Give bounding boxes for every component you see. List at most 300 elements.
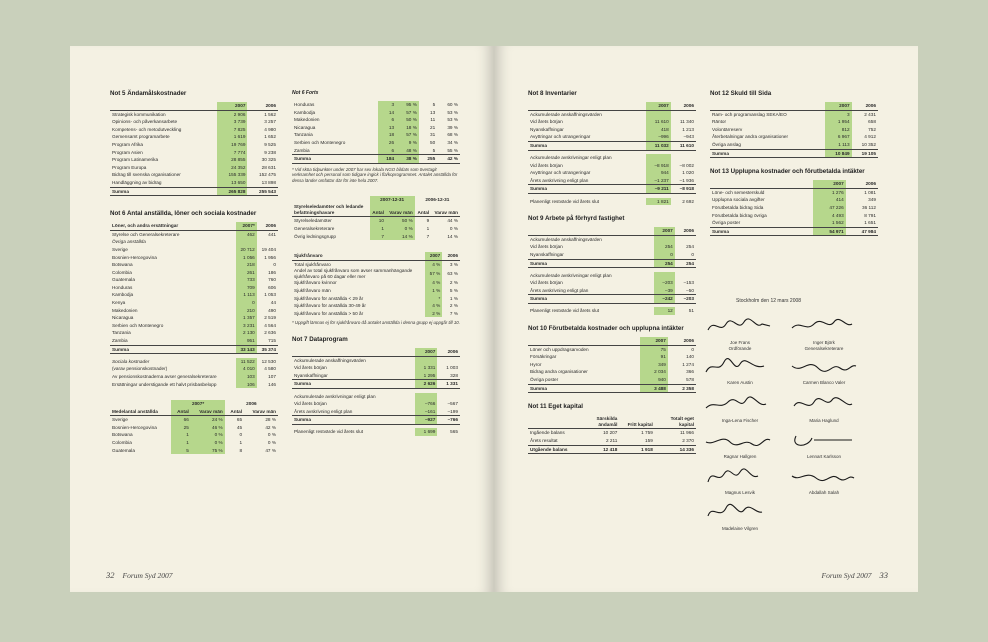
table-cell: Vid årets början: [530, 244, 563, 250]
table-cell: 1 956: [264, 254, 276, 260]
table-cell: 606: [268, 284, 276, 290]
table-cell: Upplupna sociala avgifter: [712, 197, 765, 203]
table-cell: 186: [268, 269, 276, 275]
table-row: [528, 243, 696, 251]
table-cell: 578: [686, 377, 694, 383]
table-cell: Serbien och Montenegro: [112, 322, 164, 328]
table-cell: Ackumulerade avskrivningar enligt plan: [530, 272, 612, 278]
note-9-table: [528, 227, 696, 315]
table-row: [110, 431, 278, 439]
table-cell: 265 828: [217, 187, 248, 196]
table-cell: Sjukfrånvaro för anställda < 29 år: [294, 295, 364, 301]
table-cell: 3: [378, 101, 396, 109]
table-cell: 24 %: [191, 416, 225, 424]
table-row: [110, 269, 278, 277]
table-cell: 42 %: [265, 424, 276, 430]
table-cell: –927: [415, 416, 438, 425]
table-cell: Förutbetalda bidrag övriga: [712, 212, 767, 218]
table-row: [528, 133, 696, 141]
table-cell: 91: [640, 353, 668, 361]
table-cell: 13: [378, 124, 396, 132]
table-row: [528, 162, 696, 170]
table-cell: 1 759: [641, 430, 653, 436]
table-cell: 658: [868, 119, 876, 125]
table-cell: 0: [691, 346, 694, 352]
table-header-row: [292, 348, 460, 356]
column-header: Varav män: [431, 203, 460, 217]
column-header: [110, 102, 217, 110]
table-cell: 1 %: [449, 295, 458, 301]
table-cell: 1 %: [425, 287, 443, 295]
table-cell: 5 %: [449, 288, 458, 294]
table-row: [528, 110, 696, 118]
table-cell: 26: [378, 139, 396, 147]
signatory-name: Inger Björk: [813, 340, 835, 345]
column-header: 2006: [437, 348, 460, 356]
note-11: [528, 403, 696, 454]
table-cell: 50 %: [396, 116, 419, 124]
table-cell: Handläggning av bidrag: [112, 179, 162, 185]
column-header: Varav män: [244, 408, 278, 416]
table-row: [710, 126, 878, 134]
table-cell: 0: [236, 299, 257, 307]
table-cell: Vid årets början: [294, 365, 327, 371]
table-header-row: [528, 102, 696, 110]
sum-row: [528, 295, 696, 304]
table-cell: 4 580: [264, 366, 276, 372]
table-header-row: [110, 400, 278, 408]
table-row: [292, 109, 460, 117]
table-cell: 1 562: [264, 111, 276, 117]
table-cell: [437, 356, 460, 364]
table-cell: [646, 110, 671, 118]
signature: [784, 356, 864, 386]
signature: [700, 316, 780, 351]
table-cell: 3 739: [217, 118, 248, 126]
sum-row: [710, 149, 878, 158]
table-row: [110, 141, 278, 149]
sum-row: [528, 384, 696, 393]
note-10-table: [528, 337, 696, 393]
table-cell: Bosnien-Hercegovina: [112, 424, 157, 430]
table-cell: 2 519: [264, 315, 276, 321]
table-row: [110, 126, 278, 134]
table-cell: 1: [239, 440, 243, 446]
table-cell: 1: [171, 431, 190, 439]
table-cell: 0: [691, 251, 694, 257]
table-cell: 9: [426, 218, 430, 224]
table-cell: 63 %: [447, 271, 458, 277]
table-cell: Kambodja: [294, 109, 316, 115]
table-cell: 0 %: [267, 432, 276, 438]
table-row: [528, 251, 696, 259]
table-cell: 103: [236, 373, 257, 381]
table-cell: 1 053: [264, 292, 276, 298]
table-row: [110, 261, 278, 269]
table-cell: Nyanskaffningar: [530, 126, 564, 132]
table-cell: 218: [236, 261, 257, 269]
page-number: 32: [106, 570, 115, 580]
table-cell: 25: [171, 424, 190, 432]
table-cell: 36 112: [862, 204, 876, 210]
table-cell: [236, 238, 257, 246]
table-row: [110, 110, 278, 118]
table-cell: 1 331: [415, 364, 438, 372]
table-cell: 2 431: [864, 111, 876, 117]
table-row: [528, 118, 696, 126]
table-cell: 11 340: [680, 119, 694, 125]
table-cell: 54 971: [813, 227, 845, 236]
note-6: [110, 210, 278, 388]
note-5-table: [110, 102, 278, 196]
table-cell: –8 918: [646, 162, 671, 170]
table-cell: 565: [450, 429, 458, 435]
table-cell: Årets avskrivning enligt plan: [530, 177, 589, 183]
table-row: [528, 429, 696, 437]
table-cell: 2 %: [449, 280, 458, 286]
table-cell: 24 352: [217, 164, 248, 172]
signatory-role: Ordförande: [728, 345, 752, 351]
table-cell: 254: [675, 259, 696, 268]
table-cell: Summa: [292, 380, 415, 389]
column-header: 2007: [825, 102, 851, 110]
table-cell: 812: [825, 126, 851, 134]
table-cell: Ingående balans: [530, 430, 565, 436]
left-column-1: [110, 90, 278, 464]
table-row: [528, 345, 696, 353]
table-cell: Löne- och semesterskuld: [712, 189, 765, 195]
column-header: [710, 102, 825, 110]
table-row: [292, 356, 460, 364]
signature: [700, 430, 780, 460]
note-10: [528, 325, 696, 393]
table-cell: Opinions- och påverkansarbete: [112, 119, 178, 125]
table-cell: 9 %: [396, 139, 419, 147]
table-cell: 146: [268, 381, 276, 387]
table-cell: Bidrag till svenska organisationer: [112, 172, 181, 178]
table-cell: Återbetalningar andra organisationer: [712, 134, 789, 140]
table-cell: Utgående balans: [528, 445, 578, 454]
table-cell: 20 712: [236, 246, 257, 254]
table-cell: 42 %: [437, 155, 460, 164]
table-row: [292, 116, 460, 124]
table-cell: 4 %: [425, 279, 443, 287]
table-cell: Sjukfrånvaro för anställda 30-49 år: [294, 303, 366, 309]
table-row: [110, 171, 278, 179]
table-cell: 19 769: [217, 141, 248, 149]
table-cell: 60 %: [447, 102, 458, 107]
table-cell: 760: [268, 277, 276, 283]
table-cell: [671, 154, 696, 162]
table-cell: 11 522: [236, 358, 257, 366]
table-cell: 414: [813, 196, 845, 204]
table-cell: –161: [415, 408, 438, 416]
column-header: 2006: [852, 102, 878, 110]
table-row: [292, 139, 460, 147]
table-row: [110, 238, 278, 246]
table-row: [292, 268, 460, 279]
table-cell: 3 488: [640, 384, 668, 393]
table-row: [110, 276, 278, 284]
table-cell: 19 404: [261, 246, 276, 252]
table-cell: 255 543: [247, 187, 278, 196]
table-cell: 11 966: [680, 430, 694, 436]
table-cell: 55 %: [447, 147, 458, 153]
footnote: * Vid sköa tidpunkter under 2007 har sex lokala NGO bildats som övertagit verksamhet och personal som tidigare ingick i fla/koprogrammet. Antalet anställda för dessa länder omfattar där för inte hela 2007.: [292, 166, 458, 183]
table-cell: 28 %: [265, 417, 276, 423]
table-row: [528, 279, 696, 287]
table-cell: 47 %: [265, 447, 276, 453]
rest-value-row: [528, 198, 696, 206]
table-row: [110, 358, 278, 366]
table-row: [292, 310, 460, 318]
column-header: 2007: [654, 227, 675, 235]
table-header-row: [292, 196, 460, 204]
table-row: [528, 154, 696, 162]
table-cell: 19 105: [852, 149, 878, 158]
table-row: [292, 217, 460, 225]
table-cell: –203: [675, 295, 696, 304]
table-cell: 57 %: [425, 268, 443, 279]
table-cell: 1 918: [619, 445, 654, 454]
table-row: [110, 230, 278, 238]
table-cell: 152 475: [259, 172, 276, 178]
table-cell: Tanzania: [294, 132, 313, 138]
table-header-row: [710, 180, 878, 188]
footnote: * Uppgift lämnas ej för sjukfrånvaro då antalet anställda i denna grupp ej uppgår till 10.: [292, 320, 460, 326]
table-cell: Förutbetalda bidrag Sida: [712, 204, 764, 210]
column-header: 2006: [442, 252, 460, 260]
signature: [700, 356, 780, 386]
table-cell: Styrelseledamöter: [294, 218, 332, 224]
table-cell: Guatemala: [112, 277, 135, 283]
table-cell: 1 295: [415, 372, 438, 380]
note-6-table: [110, 222, 278, 388]
table-cell: –153: [683, 280, 694, 286]
table-cell: 7 %: [449, 310, 458, 316]
signatory-role: Generalsekreterare: [804, 345, 844, 351]
table-cell: 66: [171, 416, 190, 424]
table-row: [110, 179, 278, 187]
note-13: [710, 168, 878, 236]
sum-row: [528, 259, 696, 268]
table-cell: 11 610: [646, 118, 671, 126]
table-cell: [675, 235, 696, 243]
table-cell: 28 855: [217, 156, 248, 164]
table-cell: [654, 272, 675, 280]
table-cell: Avyttringar och utrangeringar: [530, 134, 591, 140]
table-cell: 0 %: [449, 225, 458, 231]
handwritten-signature-icon: [788, 316, 860, 338]
table-row: [110, 284, 278, 292]
column-header: 2006: [671, 102, 696, 110]
table-cell: 1 651: [864, 220, 876, 226]
column-header: Antal: [225, 408, 244, 416]
column-header: [110, 400, 171, 408]
table-cell: Planenligt restvärde vid årets slut: [530, 198, 600, 204]
table-cell: Zambia: [112, 338, 128, 344]
table-cell: 261: [236, 269, 257, 277]
table-cell: Bosnien-Hercegovina: [112, 254, 157, 260]
table-row: [292, 131, 460, 139]
signatory-name: Madelaine Vilgren: [722, 526, 758, 531]
note-12-table: [710, 102, 878, 158]
table-header-row: [710, 102, 878, 110]
table-row: [528, 437, 696, 445]
table-cell: 3: [825, 110, 851, 118]
sum-row: [528, 445, 696, 454]
table-row: [110, 246, 278, 254]
table-cell: 44: [270, 300, 276, 306]
table-cell: 14: [378, 109, 396, 117]
table-header-row: [110, 408, 278, 416]
board-table: [292, 196, 460, 241]
table-cell: 14 %: [447, 233, 458, 239]
table-cell: Övriga anställda: [112, 239, 146, 245]
signatory-name: Joe Frans: [729, 340, 750, 345]
column-header: [528, 337, 640, 345]
signature: [700, 502, 780, 532]
table-row: [292, 372, 460, 380]
table-cell: Strategisk kommunikation: [112, 111, 166, 117]
table-cell: [675, 272, 696, 280]
table-cell: Tanzania: [112, 330, 131, 336]
table-cell: 6: [378, 116, 396, 124]
table-row: [292, 225, 460, 233]
table-cell: 0: [239, 432, 243, 438]
table-cell: Generalsekreterare: [294, 225, 335, 231]
table-cell: Ackumulerade anskaffningsvärden: [530, 111, 602, 117]
table-cell: Styrelse och Generalsekreterare: [112, 231, 180, 237]
table-cell: 12 418: [578, 445, 619, 454]
signature: [784, 430, 864, 460]
table-cell: 3 231: [236, 322, 257, 330]
column-header: 2007: [813, 180, 845, 188]
column-header: [292, 196, 370, 204]
column-header: [528, 102, 646, 110]
note-12: [710, 90, 878, 158]
table-cell: Nyanskaffningar: [294, 372, 328, 378]
note-9: [528, 215, 696, 315]
board-block: [292, 196, 460, 241]
note-11-table: [528, 415, 696, 454]
table-cell: 1: [171, 439, 190, 447]
table-cell: [257, 238, 278, 246]
table-cell: 28 631: [261, 164, 276, 170]
table-cell: 10 207: [603, 430, 618, 436]
table-row: [710, 133, 878, 141]
table-cell: Total sjukfrånvaro: [294, 261, 331, 267]
table-cell: Sjukfrånvaro för anställda > 50 år: [294, 310, 364, 316]
table-cell: 95 %: [396, 101, 419, 109]
table-cell: 39 %: [447, 124, 458, 130]
table-cell: 4 %: [425, 302, 443, 310]
table-row: [292, 364, 460, 372]
table-cell: 254: [686, 244, 694, 250]
table-row: [528, 361, 696, 369]
table-cell: –242: [654, 295, 675, 304]
table-row: [110, 133, 278, 141]
table-row: [110, 299, 278, 307]
signatory-name: Carmen Blanco Valer: [802, 380, 846, 385]
table-header-row: [528, 415, 696, 429]
note-7-table: [292, 348, 460, 436]
table-cell: –50: [686, 287, 694, 293]
table-row: [110, 424, 278, 432]
table-cell: Colombia: [112, 440, 132, 446]
table-cell: Nyanskaffningar: [530, 251, 564, 257]
table-cell: 48 %: [396, 147, 419, 155]
table-row: [110, 447, 278, 455]
table-cell: 490: [268, 307, 276, 313]
table-cell: 47 984: [846, 227, 878, 236]
table-cell: 2 211: [606, 438, 618, 443]
table-row: [292, 408, 460, 416]
footer-text: Forum Syd 2007: [821, 571, 872, 580]
signatory-name: Magnus Lesvik: [724, 490, 755, 495]
signature: [700, 466, 780, 496]
table-cell: 254: [654, 243, 675, 251]
sum-row: [110, 345, 278, 354]
table-cell: Program Afrika: [112, 141, 143, 147]
right-page: [494, 46, 918, 592]
table-cell: Summa: [528, 141, 646, 150]
table-cell: –203: [654, 279, 675, 287]
table-row: [528, 272, 696, 280]
column-header: [528, 415, 578, 429]
table-cell: 1 954: [825, 118, 851, 126]
table-row: [110, 307, 278, 315]
table-header-row: [292, 203, 460, 217]
table-row: [110, 149, 278, 157]
column-header: Styrelseledamöter och ledande befattningshavare: [292, 203, 370, 217]
table-cell: 1 276: [813, 188, 845, 196]
table-row: [710, 196, 878, 204]
table-cell: 255: [419, 155, 437, 164]
table-cell: 1 331: [437, 380, 460, 389]
table-cell: 45: [236, 424, 243, 430]
rest-value-row: [528, 307, 696, 315]
column-header: 2006: [668, 337, 696, 345]
column-header: 2006: [247, 102, 278, 110]
table-cell: 184: [378, 155, 396, 164]
table-cell: –1 936: [679, 177, 694, 183]
table-cell: Försäkringar: [530, 354, 557, 360]
table-cell: –8 918: [671, 185, 696, 194]
note-title: Not 5 Ändamålskostnader: [110, 90, 187, 97]
table-cell: Ersättningar understigande ett halvt prisbasbelopp: [112, 381, 217, 387]
table-cell: Program Europa: [112, 164, 147, 170]
signature: [784, 466, 864, 496]
table-cell: 210: [236, 307, 257, 315]
table-cell: 47 226: [813, 204, 845, 212]
table-row: [710, 219, 878, 227]
table-cell: Övriga poster: [712, 220, 741, 226]
table-cell: Volontärreserv: [712, 126, 743, 132]
sum-row: [292, 155, 460, 164]
table-row: [710, 118, 878, 126]
column-header: 2007: [646, 102, 671, 110]
table-cell: 12 530: [261, 358, 276, 364]
table-cell: 50 %: [386, 217, 415, 225]
table-cell: Summa: [528, 185, 646, 194]
table-cell: 75 %: [191, 447, 225, 455]
column-header: [710, 180, 813, 188]
table-row: [110, 156, 278, 164]
table-row: [292, 400, 460, 408]
column-header: 2007*: [236, 222, 257, 230]
signature: [784, 394, 864, 424]
